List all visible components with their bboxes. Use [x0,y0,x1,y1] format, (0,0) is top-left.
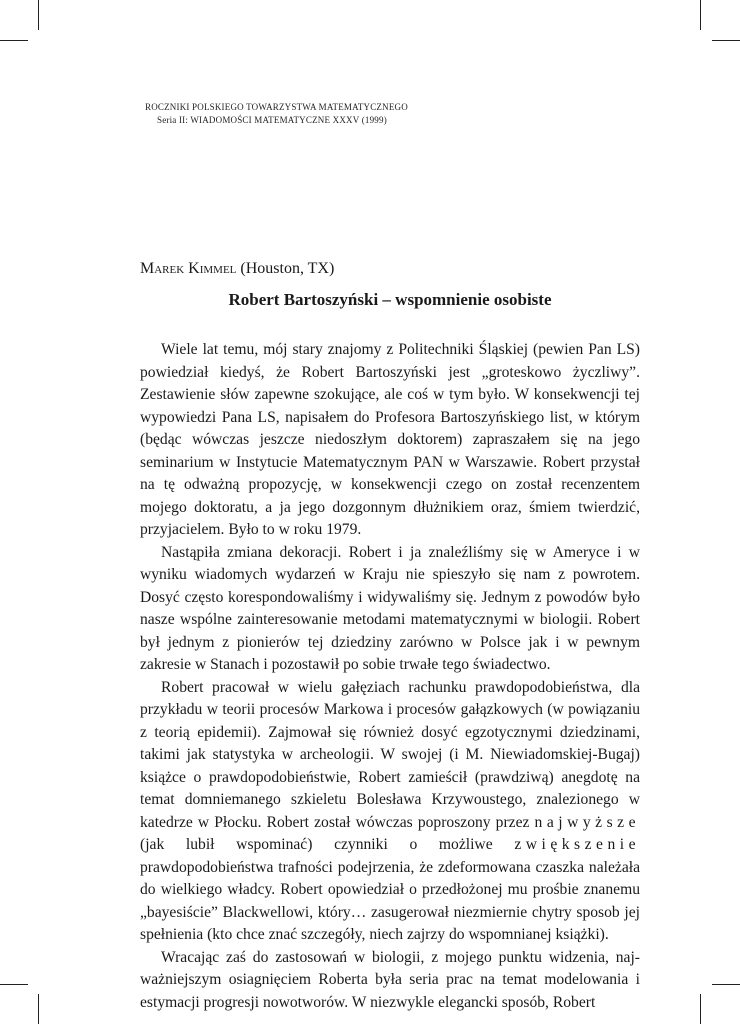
paragraph-2: Nastąpiła zmiana dekoracji. Robert i ja znaleźliśmy się w Ameryce i w wyniku wiadomych wydarzeń w Kraju nie spieszyło się nam z powrotem. Dosyć często korespondowaliśmy i widywaliśmy się. Jednym z powodów było nasze wspólne zainteresowanie metodami matematycznymi w biologii. Robert był jednym z pionierów tej dziedziny zarówno w Polsce jak i w pewnym zakresie w Stanach i pozostawił po sobie trwałe tego świadectwo. [140,543,640,673]
journal-name: ROCZNIKI POLSKIEGO TOWARZYSTWA MATEMATYCZNEGO [145,102,408,112]
crop-mark-bottom-left [38,994,39,1024]
spaced-word-zwiekszenie: zwiększenie [514,836,641,853]
paragraph-4: Wracając zaś do zastosowań w biologii, z mojego punktu widzenia, najważniejszym osiagnięciem Roberta była seria prac na temat modelowania i estymacji progresji nowotworów. W niezwykle elegancki sposób, Robert [140,948,640,1011]
crop-mark-top-left-h [0,40,28,41]
crop-mark-bottom-right-h [712,984,740,985]
crop-mark-bottom-right [700,994,701,1024]
crop-mark-bottom-left-h [0,984,28,985]
paragraph-3 [140,677,640,947]
paragraph-3-part-a: Robert pracował w wielu gałęziach rachunku prawdopodobieństwa, dla przykładu w teorii procesów Markowa i procesów gałązkowych (w powiązaniu z teorią epidemii). Zajmował się również dosyć egzotycznymi dziedzinami, takimi jak statystyka w archeologii. W swojej (i M. Niewiadomskiej-Bugaj) książce o prawdopodobieństwie, Robert zamieścił (prawdziwą) anegdotę na temat domniemanego szkieletu Bolesława Krzywoustego, znalezionego w katedrze w Płocku. Robert został wówczas poproszony przez [140,678,640,831]
crop-mark-top-left [38,0,39,30]
paragraph-3-part-c: prawdopodobieństwa trafności podejrzenia, że zdeformowana czaszka należała do wielkiego władcy. Robert opowiedział o przedłożonej mu prośbie znanemu „bayesiście” Blackwellowi, który… zasugerował niezmiernie chytry sposob jej spełnienia (kto chce znać szczegóły, niech zajrzy do wspomnianej książki). [140,858,640,943]
journal-header [145,101,465,127]
journal-series: Seria II: WIADOMOŚCI MATEMATYCZNE XXXV (1999) [157,115,387,125]
article-title: Robert Bartoszyński – wspomnienie osobiste [228,290,552,309]
paragraph-3-part-b: (jak lubił wspominać) czynniki o możliwe [140,836,493,853]
author-affiliation: (Houston, TX) [240,260,335,277]
paragraph-1: Wiele lat temu, mój stary znajomy z Politechniki Śląskiej (pewien Pan LS) powiedział kiedyś, że Robert Bartoszyński jest „groteskowo życzliwy”. Zestawienie słów zapewne szokujące, ale coś w tym było. W konsekwencji tej wypowiedzi Pana LS, napisałem do Profesora Bartoszyńskiego list, w którym (będąc wówczas jeszcze niedoszłym doktorem) zapraszałem się na jego seminarium w Instytucie Matematycznym PAN w Warszawie. Robert przystał na tę odważną propozycję, w konsekwencji czego on został recenzentem mojego doktoratu, a ja jego dozgonnym dłużnikiem oraz, śmiem twierdzić, przyjacielem. Było to w roku 1979. [140,341,640,538]
author-line [140,260,334,278]
author-name: Marek Kimmel [140,260,237,277]
spaced-word-najwyzsze: najwyższe [534,813,640,831]
article-body [140,339,640,1014]
crop-mark-top-right [700,0,701,30]
crop-mark-top-right-h [712,40,740,41]
